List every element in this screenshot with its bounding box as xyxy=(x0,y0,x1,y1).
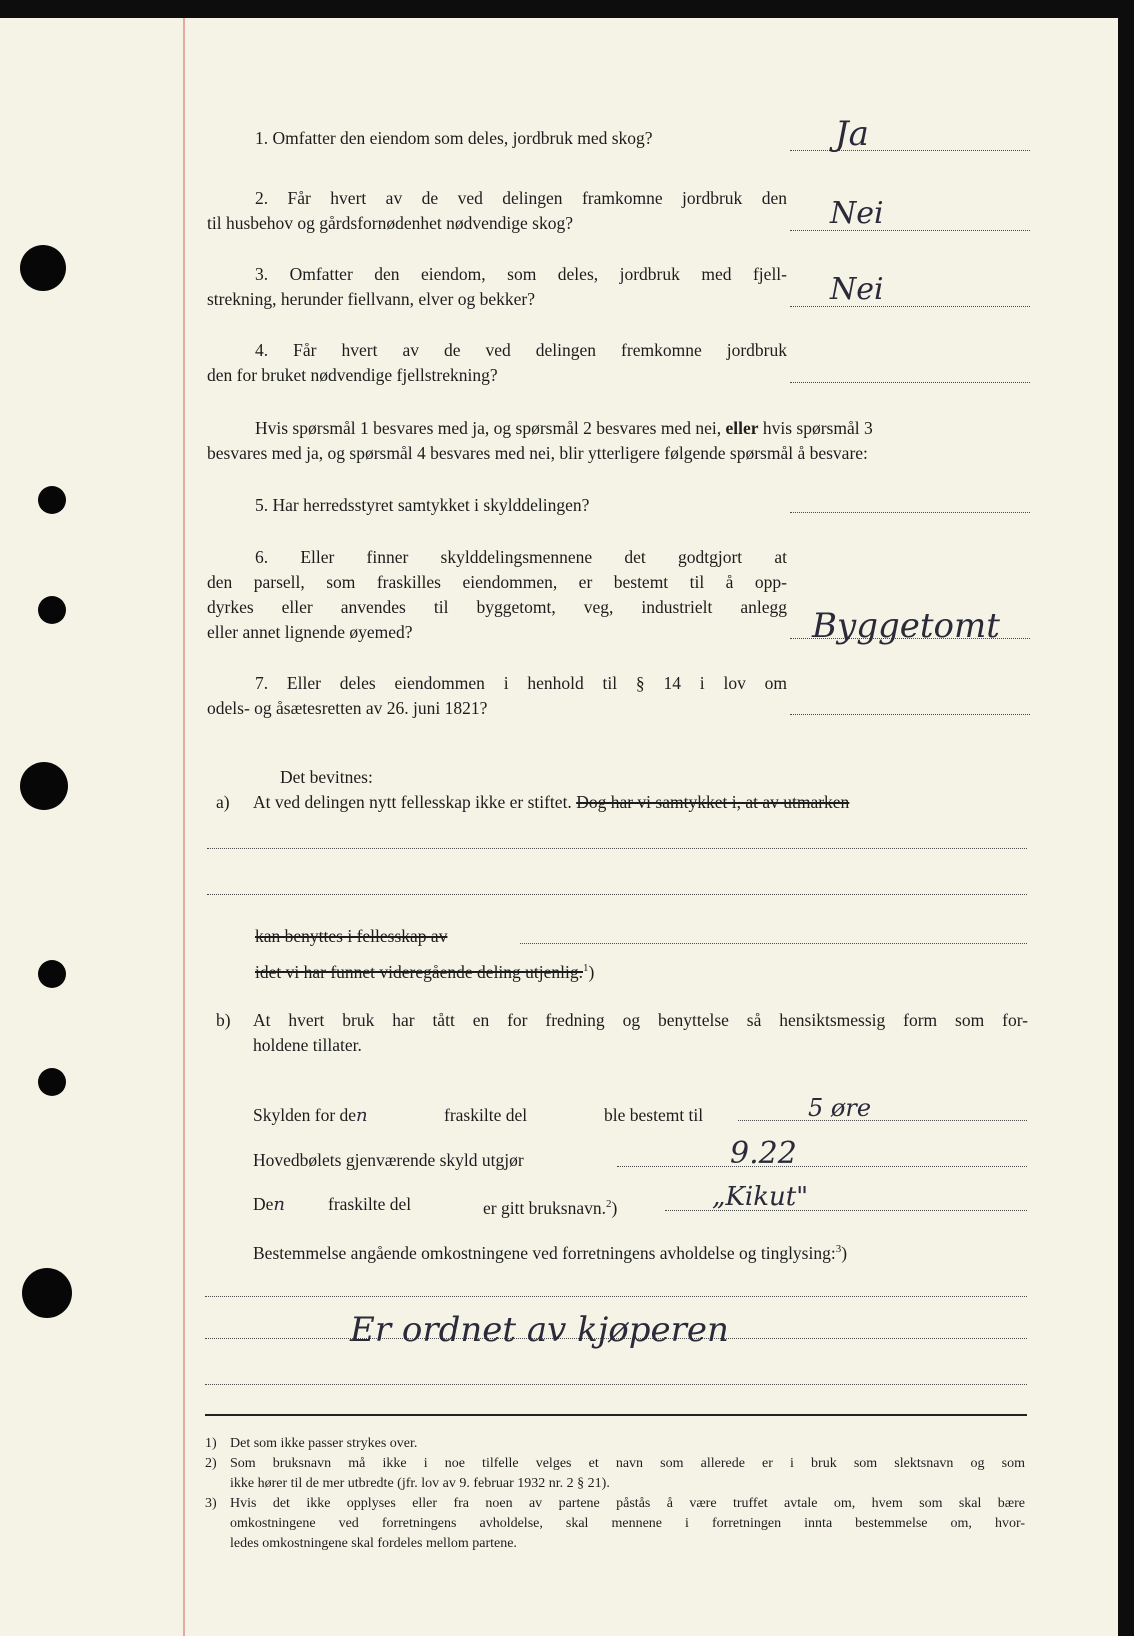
skyld-row-3-n: n xyxy=(273,1194,285,1215)
footnote-2-line-1: Som bruksnavn må ikke i noe tilfelle velges et navn som allerede er i bruk som slektsnavn og som xyxy=(230,1456,1025,1471)
answer-line-5 xyxy=(790,512,1030,513)
skyld-row-3-c: er gitt bruksnavn.$^2$) xyxy=(483,1197,618,1218)
answer-line-1 xyxy=(790,150,1030,151)
skyld-row-1-a: Skylden for de xyxy=(253,1105,357,1125)
attest-a-label: a) xyxy=(216,792,230,812)
footnote-2-mark: 2) xyxy=(205,1456,217,1471)
skyld-row-4-text: Bestemmelse angående omkostningene ved forretningens avholdelse og tinglysing: xyxy=(253,1242,836,1263)
fill-line xyxy=(205,1384,1027,1385)
skyld-value-2: 9.22 xyxy=(730,1136,797,1171)
skyld-value-4: Er ordnet av kjøperen xyxy=(350,1310,729,1350)
skyld-row-3 xyxy=(253,1192,285,1217)
skyld-value-3: „Kikut" xyxy=(712,1182,809,1212)
question-2-line-2: til husbehov og gårdsfornødenhet nødvendige skog? xyxy=(207,213,573,233)
skyld-row-2: Hovedbølets gjenværende skyld utgjør xyxy=(253,1150,524,1170)
punch-hole xyxy=(38,960,66,988)
question-6-line-1: 6. Eller finner skylddelingsmennene det godtgjort at xyxy=(255,547,787,567)
fill-line xyxy=(207,894,1027,895)
skyld-row-1 xyxy=(253,1103,368,1128)
footnote-3-line-3: ledes omkostningene skal fordeles mellom partene. xyxy=(230,1536,517,1551)
condition-text-b: hvis spørsmål 3 xyxy=(762,418,873,438)
punch-hole xyxy=(20,762,68,810)
attest-b-label: b) xyxy=(216,1010,231,1030)
question-7-line-2: odels- og åsætesretten av 26. juni 1821? xyxy=(207,698,488,718)
attest-heading: Det bevitnes: xyxy=(280,767,373,787)
skyld-row-3-b: fraskilte del xyxy=(328,1194,412,1214)
fill-line xyxy=(205,1296,1027,1297)
fill-line xyxy=(617,1166,1027,1167)
punch-hole xyxy=(22,1268,72,1318)
skyld-row-3-a: De xyxy=(253,1194,274,1214)
punch-hole xyxy=(38,486,66,514)
skyld-row-1-n: n xyxy=(356,1105,368,1126)
question-4-line-2: den for bruket nødvendige fjellstrekning? xyxy=(207,365,498,385)
footnote-1: Det som ikke passer strykes over. xyxy=(230,1436,418,1451)
answer-line-2 xyxy=(790,230,1030,231)
footnote-divider xyxy=(205,1414,1027,1416)
question-6-line-2: den parsell, som fraskilles eiendommen, er bestemt til å opp- xyxy=(207,572,787,592)
question-3-line-2: strekning, herunder fiellvann, elver og bekker? xyxy=(207,289,535,309)
answer-line-4 xyxy=(790,382,1030,383)
footnote-ref-3: 3 xyxy=(835,1243,842,1255)
attest-b-line-1: At hvert bruk har tått en for fredning og benyttelse så hensiktsmessig form som for- xyxy=(253,1010,1028,1030)
struck-line-1: kan benyttes i fellesskap av xyxy=(255,926,448,946)
footnote-3-line-1: Hvis det ikke opplyses eller fra noen av partene påstås å være truffet avtale om, hvem som skal bære xyxy=(230,1496,1025,1511)
attest-a-struck: Dog har vi samtykket i, at av utmarken xyxy=(576,792,850,812)
condition-line-2: besvares med ja, og spørsmål 4 besvares med nei, blir ytterligere følgende spørsmål å besvare: xyxy=(207,443,868,463)
fill-line xyxy=(520,943,1027,944)
skyld-row-1-b: fraskilte del xyxy=(444,1105,528,1125)
question-3-line-1: 3. Omfatter den eiendom, som deles, jordbruk med fjell- xyxy=(255,264,787,284)
footnote-1-mark: 1) xyxy=(205,1436,217,1451)
footnote-ref-1: 1 xyxy=(583,962,589,974)
question-5: 5. Har herredsstyret samtykket i skylddelingen? xyxy=(255,495,590,515)
answer-line-7 xyxy=(790,714,1030,715)
question-6-line-4: eller annet lignende øyemed? xyxy=(207,622,413,642)
fill-line xyxy=(207,848,1027,849)
punch-hole xyxy=(38,1068,66,1096)
attest-a-text: At ved delingen nytt fellesskap ikke er stiftet. xyxy=(253,792,572,812)
skyld-row-3-c-text: er gitt bruksnavn. xyxy=(483,1197,606,1218)
red-margin-line xyxy=(183,18,185,1636)
answer-1: Ja xyxy=(835,114,869,154)
skyld-value-1: 5 øre xyxy=(808,1094,872,1122)
answer-3: Nei xyxy=(830,272,884,307)
question-1: 1. Omfatter den eiendom som deles, jordbruk med skog? xyxy=(255,128,653,148)
footnote-ref-2: 2 xyxy=(605,1198,612,1210)
fill-line xyxy=(738,1120,1027,1121)
punch-hole xyxy=(38,596,66,624)
question-7-line-1: 7. Eller deles eiendommen i henhold til § 14 i lov om xyxy=(255,673,787,693)
attest-a-line xyxy=(253,790,849,815)
struck-line-2: idet vi har funnet videregående deling utjenlig.$^1$) xyxy=(255,961,595,982)
punch-hole xyxy=(20,245,66,291)
struck-line-2-text: idet vi har funnet videregående deling utjenlig. xyxy=(255,961,584,982)
condition-bold: eller xyxy=(725,418,759,438)
answer-2: Nei xyxy=(830,196,884,231)
document-page xyxy=(0,18,1118,1636)
skyld-row-1-c: ble bestemt til xyxy=(604,1105,704,1125)
question-4-line-1: 4. Får hvert av de ved delingen fremkomne jordbruk xyxy=(255,340,787,360)
question-6-line-3: dyrkes eller anvendes til byggetomt, veg, industrielt anlegg xyxy=(207,597,787,617)
condition-line-1 xyxy=(255,416,873,441)
condition-text-a: Hvis spørsmål 1 besvares med ja, og spørsmål 2 besvares med nei, xyxy=(255,418,722,438)
footnote-3-mark: 3) xyxy=(205,1496,217,1511)
skyld-row-4: Bestemmelse angående omkostningene ved forretningens avholdelse og tinglysing:$^3$) xyxy=(253,1242,848,1263)
answer-6: Byggetomt xyxy=(812,606,1000,646)
question-2-line-1: 2. Får hvert av de ved delingen framkomne jordbruk den xyxy=(255,188,787,208)
attest-b-line-2: holdene tillater. xyxy=(253,1035,362,1055)
footnote-2-line-2: ikke hører til de mer utbredte (jfr. lov av 9. februar 1932 nr. 2 § 21). xyxy=(230,1476,610,1491)
answer-line-3 xyxy=(790,306,1030,307)
footnote-3-line-2: omkostningene ved forretningens avholdelse, skal mennene i forretningen innta bestemmelse om, hvor- xyxy=(230,1516,1025,1531)
